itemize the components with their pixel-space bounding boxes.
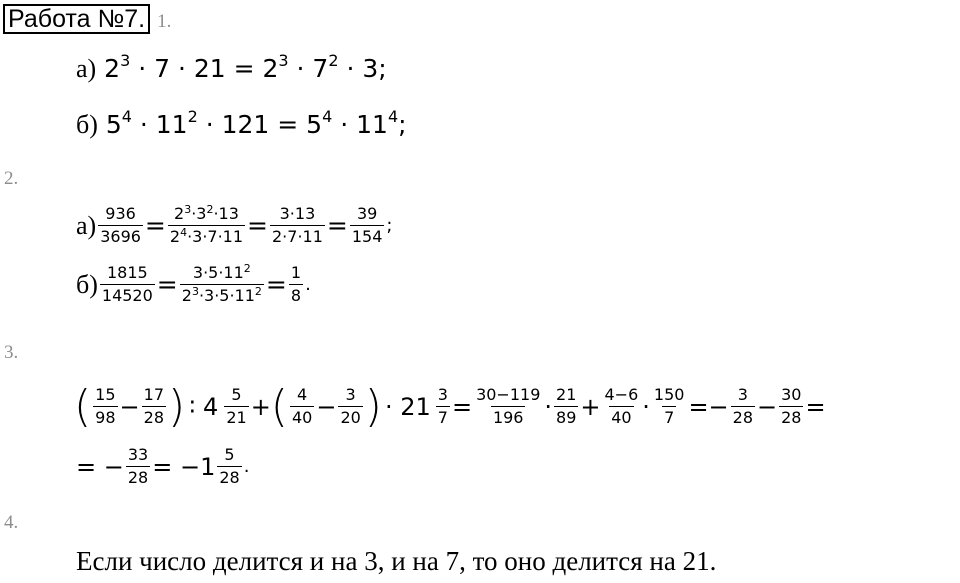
- open-paren: (: [270, 380, 288, 432]
- expr-part: 2: [262, 54, 279, 83]
- exp: 2: [187, 107, 198, 126]
- numerator: 39: [356, 204, 378, 223]
- denominator: 28: [781, 408, 802, 427]
- plus-sign: +: [250, 392, 271, 421]
- denominator: 3696: [100, 227, 141, 246]
- expr-part: 2: [181, 286, 192, 305]
- denominator: 2·7·11: [272, 227, 323, 246]
- denominator: 7: [664, 408, 675, 427]
- equals-minus: =: [688, 392, 709, 421]
- fraction: [93, 386, 117, 427]
- task-number-3: 3.: [4, 342, 19, 363]
- close-paren: ): [168, 380, 186, 432]
- denominator: 21: [226, 408, 247, 427]
- plus-sign: +: [580, 392, 601, 421]
- equals-sign: =: [247, 211, 268, 240]
- numerator: 5: [224, 445, 235, 464]
- expr-part: ∶ 4: [189, 392, 219, 421]
- task2-b-label: б): [76, 269, 98, 299]
- fraction: [436, 386, 450, 427]
- denominator: 28: [219, 468, 240, 487]
- numerator: 3·13: [279, 204, 316, 223]
- task2-a-line: [76, 205, 392, 246]
- task1-b-label: б): [76, 110, 98, 139]
- fraction: [142, 386, 166, 427]
- denominator: [180, 284, 264, 305]
- denominator: 7: [437, 408, 448, 427]
- numerator: 30: [781, 385, 802, 404]
- minus-sign: −: [708, 392, 729, 421]
- task-number-4: 4.: [4, 512, 19, 533]
- numerator: 4−6: [604, 385, 639, 404]
- equals-sign: =: [265, 270, 287, 299]
- dot-sign: ·: [642, 392, 650, 421]
- denominator: [168, 225, 245, 246]
- work-title: [3, 4, 171, 37]
- expr-part: ·13: [213, 204, 239, 223]
- expr-part: 5: [105, 110, 122, 139]
- fraction: [224, 386, 248, 427]
- fraction: [168, 205, 245, 246]
- numerator: 3: [345, 385, 356, 404]
- exp: 4: [180, 226, 188, 239]
- fraction: [779, 386, 803, 427]
- denominator: 154: [351, 227, 383, 246]
- exp: 2: [254, 285, 262, 298]
- minus-sign: −: [119, 392, 140, 421]
- denominator: 98: [95, 408, 116, 427]
- fraction: [350, 205, 385, 246]
- fraction: [217, 446, 241, 487]
- expr-part: 3·5·11: [192, 263, 244, 282]
- punctuation: .: [243, 456, 250, 477]
- numerator: 3: [437, 385, 448, 404]
- numerator: 21: [556, 385, 577, 404]
- punctuation: .: [305, 274, 311, 295]
- denominator: 28: [732, 408, 754, 427]
- equals-sign: =: [326, 211, 348, 240]
- expr-part: ;: [398, 110, 407, 139]
- expr-part: 2: [174, 204, 185, 223]
- expr-part: · 11: [332, 110, 388, 139]
- numerator: [191, 264, 253, 284]
- fraction: [474, 386, 542, 427]
- exp: 3: [278, 51, 289, 70]
- task-number-1: 1.: [157, 11, 172, 32]
- task3-line-2: [76, 446, 249, 487]
- exp: 4: [121, 107, 132, 126]
- minus-sign: −: [757, 392, 778, 421]
- equals-sign: =: [805, 392, 826, 421]
- close-paren: ): [364, 380, 382, 432]
- denominator: 14520: [101, 286, 153, 305]
- fraction: [602, 386, 640, 427]
- exp: 2: [328, 51, 339, 70]
- denominator: 20: [340, 408, 361, 427]
- fraction: [338, 386, 362, 427]
- work-title-box: [3, 4, 150, 34]
- task1-b-line: [76, 107, 407, 140]
- equals-sign: =: [451, 392, 473, 421]
- minus-sign: −: [316, 392, 337, 421]
- exp: 4: [322, 107, 333, 126]
- fraction: [98, 205, 143, 246]
- expr-part: ·3·5·11: [198, 286, 255, 305]
- denominator: 196: [492, 408, 524, 427]
- task2-a-label: а): [76, 210, 97, 240]
- denominator: 8: [290, 286, 302, 305]
- fraction: [652, 386, 687, 427]
- denominator: 28: [127, 468, 149, 487]
- denominator: 28: [143, 408, 164, 427]
- fraction: [100, 264, 155, 305]
- task1-a-line: [76, 51, 387, 84]
- exp: 4: [387, 107, 399, 126]
- expr-part: ·3: [191, 204, 207, 223]
- dot-sign: ·: [544, 392, 553, 421]
- exp: 2: [243, 262, 251, 275]
- fraction: [554, 386, 578, 427]
- fraction: [180, 264, 264, 305]
- numerator: 150: [653, 385, 685, 404]
- work-title-text: Работа №7.: [8, 5, 146, 33]
- denominator: 40: [291, 408, 313, 427]
- task2-b-line: [76, 264, 311, 305]
- numerator: 1815: [106, 263, 148, 282]
- expr-part: · 7 · 21 =: [130, 54, 263, 83]
- numerator: 30−119: [476, 385, 541, 404]
- numerator: 1: [290, 263, 302, 282]
- equals-sign: =: [156, 270, 178, 299]
- expr-part: · 7: [288, 54, 329, 83]
- expr-part: · 121 = 5: [197, 110, 323, 139]
- expr-part: ·3·7·11: [187, 227, 244, 246]
- expr-part: · 21: [384, 392, 431, 421]
- denominator: 89: [556, 408, 577, 427]
- task-number-2: 2.: [4, 168, 19, 189]
- expr-part: = −: [76, 452, 124, 481]
- numerator: 936: [105, 204, 136, 223]
- task1-a-label: а): [76, 54, 97, 83]
- expr-part: = −1: [152, 452, 216, 481]
- denominator: 40: [611, 408, 632, 427]
- punctuation: ;: [386, 215, 393, 236]
- fraction: [290, 386, 314, 427]
- numerator: 5: [231, 385, 242, 404]
- numerator: 4: [297, 385, 308, 404]
- exp: 3: [191, 285, 199, 298]
- fraction: [289, 264, 303, 305]
- numerator: 33: [127, 445, 149, 464]
- task3-line-1: [74, 380, 826, 432]
- expr-part: · 11: [131, 110, 188, 139]
- fraction: [731, 386, 755, 427]
- numerator: 17: [143, 385, 164, 404]
- exp: 3: [184, 203, 192, 216]
- task4-text: Если число делится и на 3, и на 7, то оно делится на 21.: [76, 546, 717, 576]
- equals-sign: =: [144, 211, 166, 240]
- expr-part: 2: [169, 227, 181, 246]
- expr-part: · 3;: [338, 54, 387, 83]
- exp: 3: [120, 51, 131, 70]
- numerator: 3: [737, 385, 748, 404]
- exp: 2: [206, 203, 214, 216]
- fraction: [126, 446, 150, 487]
- numerator: [172, 205, 241, 225]
- fraction: [270, 205, 325, 246]
- open-paren: (: [74, 380, 92, 432]
- expr-part: 2: [104, 54, 121, 83]
- numerator: 15: [95, 385, 116, 404]
